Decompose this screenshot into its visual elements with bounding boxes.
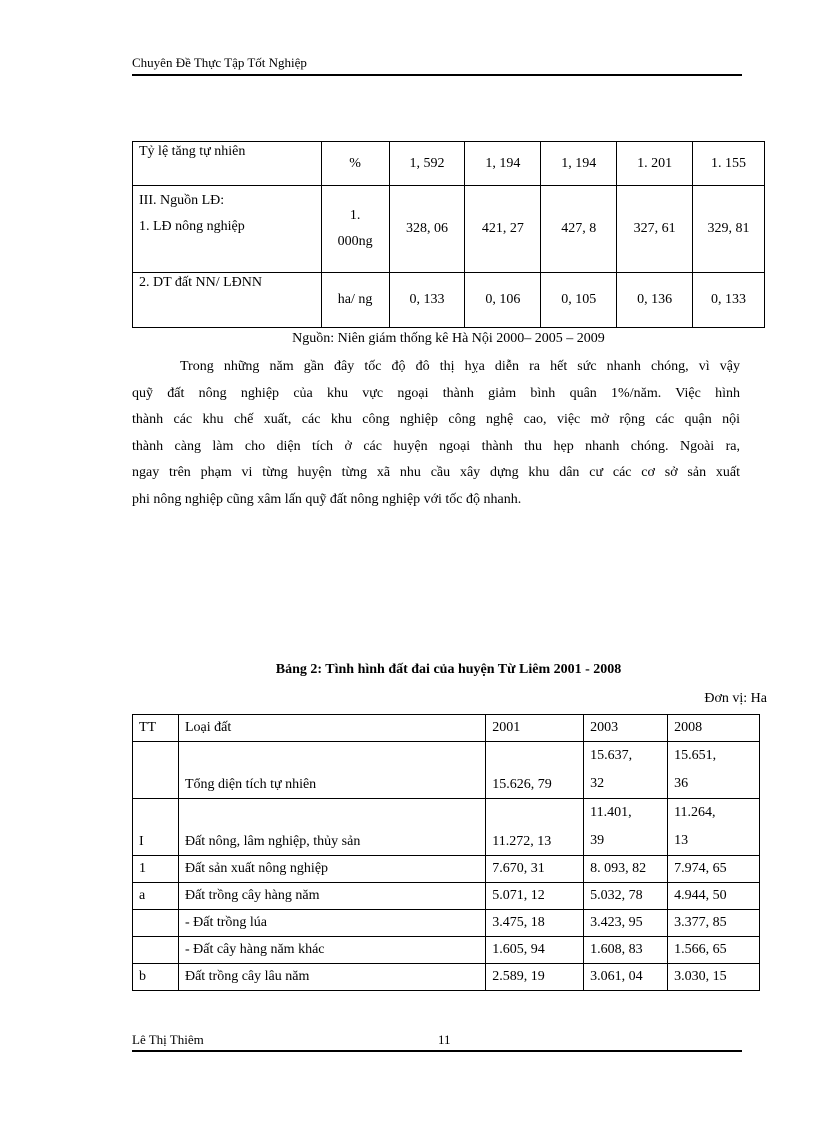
table-cell: 1, 194 (465, 142, 541, 186)
row-tt: 1 (133, 856, 179, 883)
table-cell: 0, 105 (541, 273, 617, 328)
row-tt: I (133, 799, 179, 856)
column-header: 2003 (584, 715, 668, 742)
value-2003: 11.401, 39 (584, 799, 668, 856)
population-labor-table (132, 141, 765, 328)
row-unit: ha/ ng (321, 273, 389, 328)
table-row (133, 856, 760, 883)
value-2008: 3.030, 15 (668, 964, 760, 991)
value-2008: 3.377, 85 (668, 910, 760, 937)
value-2008: 4.944, 50 (668, 883, 760, 910)
row-name: - Đất cây hàng năm khác (178, 937, 485, 964)
value-2003: 3.423, 95 (584, 910, 668, 937)
footer-author: Lê Thị Thiêm (132, 1032, 204, 1047)
row-tt (133, 910, 179, 937)
page-header (132, 54, 742, 76)
body-paragraph (132, 354, 740, 513)
value-2003: 1.608, 83 (584, 937, 668, 964)
table-cell: 0, 133 (693, 273, 765, 328)
table-row (133, 142, 765, 186)
table-cell: 1. 155 (693, 142, 765, 186)
row-label: 2. DT đất NN/ LĐNN (133, 273, 322, 328)
row-name: - Đất trồng lúa (178, 910, 485, 937)
value-2003: 15.637, 32 (584, 742, 668, 799)
land-use-table (132, 714, 760, 991)
table-cell: 0, 133 (389, 273, 465, 328)
value-2008: 7.974, 65 (668, 856, 760, 883)
table-cell: 0, 106 (465, 273, 541, 328)
row-name: Đất sản xuất nông nghiệp (178, 856, 485, 883)
row-unit: % (321, 142, 389, 186)
row-label: III. Nguồn LĐ: 1. LĐ nông nghiệp (133, 186, 322, 273)
value-2001: 2.589, 19 (486, 964, 584, 991)
paragraph-line: thành các khu chế xuất, các khu công nghiệp công nghệ cao, việc mở rộng các quận nội (132, 412, 740, 427)
table-cell: 328, 06 (389, 186, 465, 273)
value-2008: 15.651, 36 (668, 742, 760, 799)
row-name: Đất trồng cây lâu năm (178, 964, 485, 991)
table-title: Bảng 2: Tình hình đất đai của huyện Từ Liêm 2001 - 2008 (275, 662, 622, 677)
row-tt (133, 937, 179, 964)
table-cell: 1, 592 (389, 142, 465, 186)
table-cell: 427, 8 (541, 186, 617, 273)
value-2001: 3.475, 18 (486, 910, 584, 937)
value-2008: 1.566, 65 (668, 937, 760, 964)
column-header: 2008 (668, 715, 760, 742)
value-2001: 11.272, 13 (486, 799, 584, 856)
value-2008: 11.264, 13 (668, 799, 760, 856)
row-tt (133, 742, 179, 799)
row-name: Tổng diện tích tự nhiên (178, 742, 485, 799)
paragraph-line: phi nông nghiệp cũng xâm lấn quỹ đất nông nghiệp với tốc độ nhanh. (132, 491, 522, 507)
row-tt: a (133, 883, 179, 910)
unit-label: Đơn vị: Ha (704, 691, 767, 706)
value-2003: 3.061, 04 (584, 964, 668, 991)
table-row (133, 910, 760, 937)
column-header: Loại đất (178, 715, 485, 742)
table-row (133, 799, 760, 856)
table-cell: 327, 61 (617, 186, 693, 273)
table-row (133, 186, 765, 273)
value-2003: 5.032, 78 (584, 883, 668, 910)
row-tt: b (133, 964, 179, 991)
table-row (133, 937, 760, 964)
column-header: TT (133, 715, 179, 742)
column-header: 2001 (486, 715, 584, 742)
row-name: Đất nông, lâm nghiệp, thủy sản (178, 799, 485, 856)
table-row (133, 964, 760, 991)
header-title: Chuyên Đề Thực Tập Tốt Nghiệp (132, 55, 307, 70)
table-row (133, 742, 760, 799)
value-2001: 7.670, 31 (486, 856, 584, 883)
value-2001: 1.605, 94 (486, 937, 584, 964)
page-footer (132, 1032, 742, 1052)
value-2003: 8. 093, 82 (584, 856, 668, 883)
table-cell: 0, 136 (617, 273, 693, 328)
table-cell: 1, 194 (541, 142, 617, 186)
table-cell: 329, 81 (693, 186, 765, 273)
row-label: Tỷ lệ tăng tự nhiên (133, 142, 322, 186)
value-2001: 15.626, 79 (486, 742, 584, 799)
table-cell: 421, 27 (465, 186, 541, 273)
value-2001: 5.071, 12 (486, 883, 584, 910)
table-cell: 1. 201 (617, 142, 693, 186)
paragraph-line: ngay trên phạm vi từng huyện từng xã nhu cầu xây dựng khu dân cư các cơ sở sản xuất (132, 465, 740, 480)
table-row (133, 883, 760, 910)
table-source: Nguồn: Niên giám thống kê Hà Nội 2000– 2005 – 2009 (292, 331, 605, 346)
table-header-row (133, 715, 760, 742)
row-name: Đất trồng cây hàng năm (178, 883, 485, 910)
row-unit: 1. 000ng (321, 186, 389, 273)
page-number: 11 (438, 1032, 451, 1047)
paragraph-line: thành càng làm cho diện tích ở các huyện ngoại thành thu hẹp nhanh chóng. Ngoài ra, (132, 438, 740, 454)
paragraph-line: Trong những năm gần đây tốc độ đô thị hỵa diễn ra hết sức nhanh chóng, vì vậy (180, 359, 740, 374)
paragraph-line: quỹ đất nông nghiệp của khu vực ngoại thành giảm bình quân 1%/năm. Việc hình (132, 385, 740, 401)
table-row (133, 273, 765, 328)
